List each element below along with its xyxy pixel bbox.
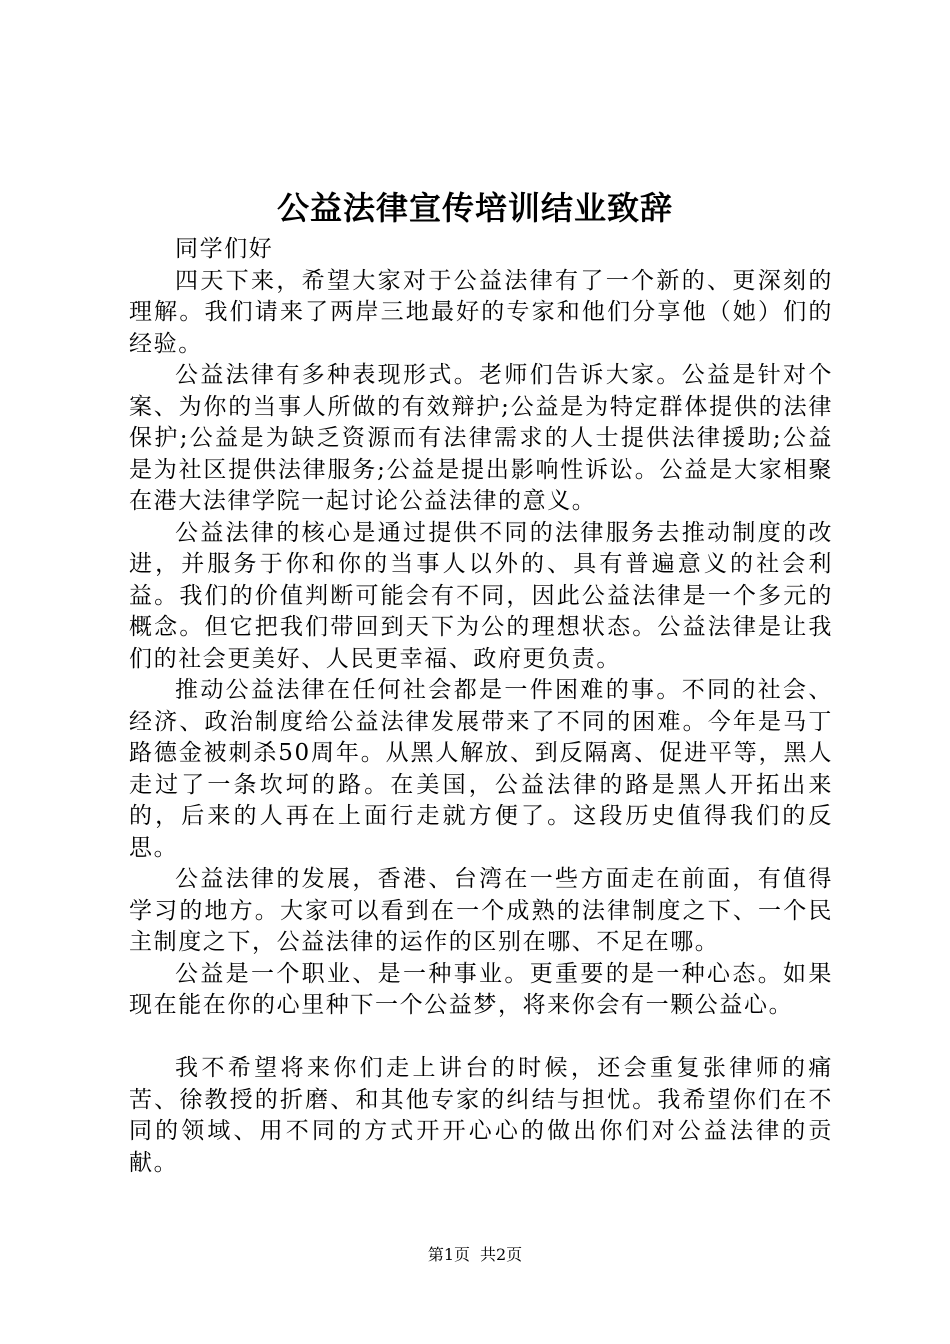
document-body	[129, 234, 833, 1179]
document-title: 公益法律宣传培训结业致辞	[276, 189, 673, 227]
paragraph: 推动公益法律在任何社会都是一件困难的事。不同的社会、经济、政治制度给公益法律发展带来了不同的困难。今年是马丁路德金被刺杀50周年。从黑人解放、到反隔离、促进平等，黑人走过了一条坎坷的路。在美国，公益法律的路是黑人开拓出来的，后来的人再在上面行走就方便了。这段历史值得我们的反思。	[129, 677, 833, 861]
paragraph: 公益法律的核心是通过提供不同的法律服务去推动制度的改进，并服务于你和你的当事人以外的、具有普遍意义的社会利益。我们的价值判断可能会有不同，因此公益法律是一个多元的概念。但它把我们带回到天下为公的理想状态。公益法律是让我们的社会更美好、人民更幸福、政府更负责。	[129, 519, 833, 672]
page-total: 共2页	[480, 1245, 523, 1264]
paragraph: 公益法律有多种表现形式。老师们告诉大家。公益是针对个案、为你的当事人所做的有效辩护;公益是为特定群体提供的法律保护;公益是为缺乏资源而有法律需求的人士提供法律援助;公益是为社区提供法律服务;公益是提出影响性诉讼。公益是大家相聚在港大法律学院一起讨论公益法律的意义。	[129, 362, 833, 514]
greeting: 同学们好	[175, 236, 274, 262]
page-footer	[0, 1244, 950, 1266]
paragraph: 公益是一个职业、是一种事业。更重要的是一种心态。如果现在能在你的心里种下一个公益梦，将来你会有一颗公益心。	[129, 960, 833, 1018]
page-number: 第1页	[427, 1245, 470, 1264]
paragraph: 我不希望将来你们走上讲台的时候，还会重复张律师的痛苦、徐教授的折磨、和其他专家的纠结与担忧。我希望你们在不同的领域、用不同的方式开开心心的做出你们对公益法律的贡献。	[129, 1055, 833, 1176]
paragraph: 四天下来，希望大家对于公益法律有了一个新的、更深刻的理解。我们请来了两岸三地最好的专家和他们分享他（她）们的经验。	[129, 267, 833, 357]
paragraph: 公益法律的发展，香港、台湾在一些方面走在前面，有值得学习的地方。大家可以看到在一个成熟的法律制度之下、一个民主制度之下，公益法律的运作的区别在哪、不足在哪。	[129, 866, 833, 955]
